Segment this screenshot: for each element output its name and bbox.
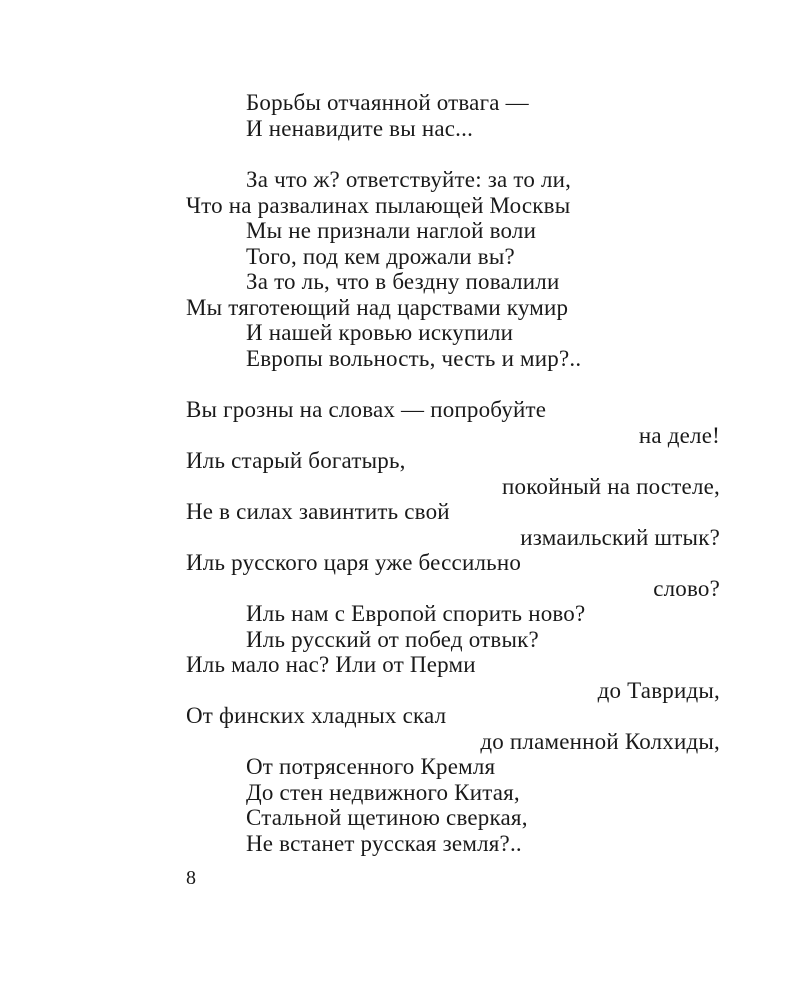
poem-line-continuation: измаильский штык? bbox=[520, 525, 720, 550]
poem-line: Не встанет русская земля?.. bbox=[246, 831, 522, 856]
poem-line: Того, под кем дрожали вы? bbox=[246, 244, 515, 269]
poem-line: От потрясенного Кремля bbox=[246, 754, 496, 779]
poem-line: Иль нам с Европой спорить ново? bbox=[246, 601, 586, 626]
poem-line: Борьбы отчаянной отвага — bbox=[246, 90, 529, 115]
poem-line: И нашей кровью искупили bbox=[246, 320, 514, 345]
poem-line: Что на развалинах пылающей Москвы bbox=[186, 193, 571, 218]
poem-line: Иль русского царя уже бессильно bbox=[186, 550, 522, 575]
poem-line-continuation: до пламенной Колхиды, bbox=[480, 729, 720, 754]
page-number: 8 bbox=[186, 867, 196, 889]
poem-line: Иль русский от побед отвык? bbox=[246, 627, 539, 652]
poem-line: За то ль, что в бездну повалили bbox=[246, 269, 560, 294]
poem-line: Иль мало нас? Или от Перми bbox=[186, 652, 476, 677]
poem-line-continuation: покойный на постеле, bbox=[502, 474, 720, 499]
poem-line: Мы не признали наглой воли bbox=[246, 218, 537, 243]
poem-line: Не в силах завинтить свой bbox=[186, 499, 450, 524]
poem-line: До стен недвижного Китая, bbox=[246, 780, 520, 805]
poem-line: Европы вольность, честь и мир?.. bbox=[246, 346, 582, 371]
poem-line: От финских хладных скал bbox=[186, 703, 447, 728]
poem-line-continuation: до Тавриды, bbox=[597, 678, 720, 703]
poem-line: И ненавидите вы нас... bbox=[246, 116, 474, 141]
poem-line: Мы тяготеющий над царствами кумир bbox=[186, 295, 569, 320]
poem-line: Иль старый богатырь, bbox=[186, 448, 406, 473]
poem-line-continuation: на деле! bbox=[638, 423, 720, 448]
poem-line: Стальной щетиною сверкая, bbox=[246, 805, 528, 830]
poem-line: Вы грозны на словах — попробуйте bbox=[186, 397, 547, 422]
poem-line-continuation: слово? bbox=[653, 576, 720, 601]
poem-line: За что ж? ответствуйте: за то ли, bbox=[246, 167, 572, 192]
